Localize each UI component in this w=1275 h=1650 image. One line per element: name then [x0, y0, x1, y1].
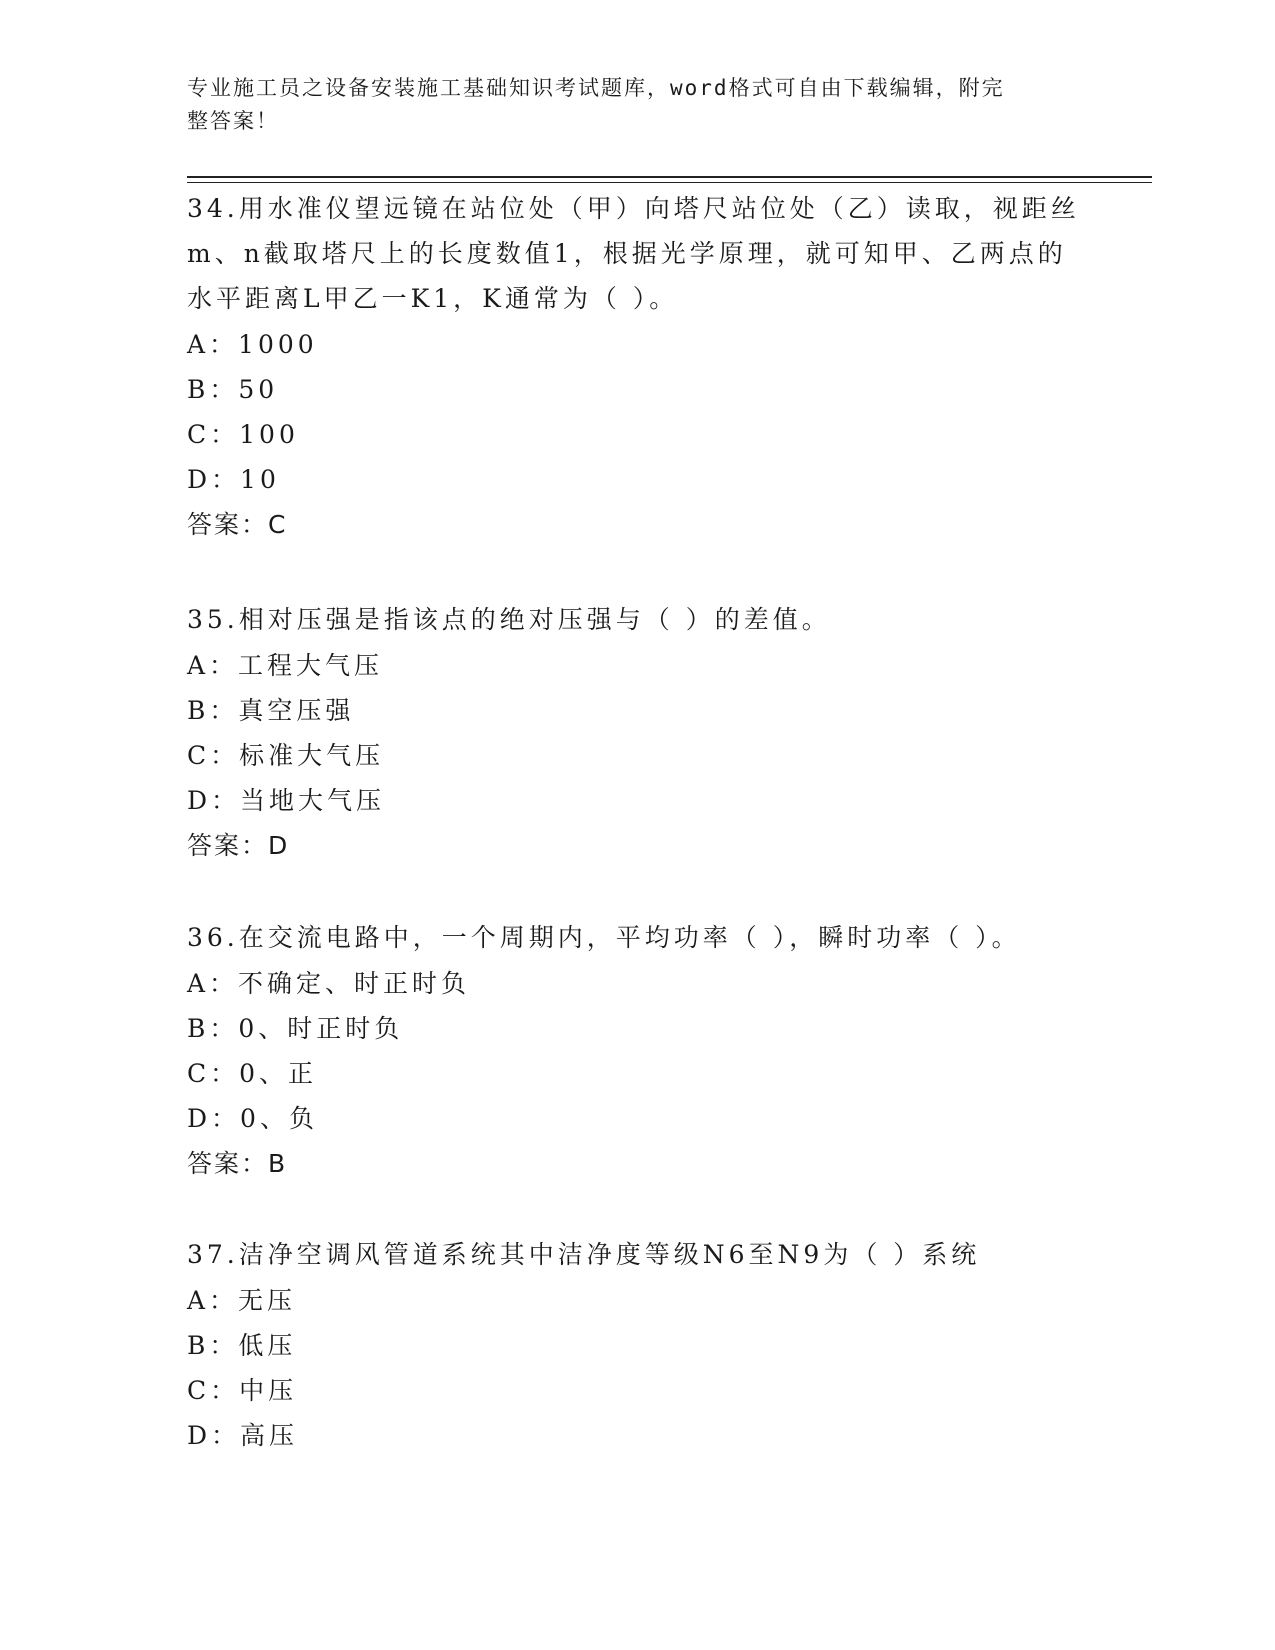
option-c: C：标准大气压 — [187, 741, 385, 770]
option-d: D：0、负 — [187, 1104, 318, 1133]
document-header — [187, 72, 1067, 138]
header-divider-thin — [187, 182, 1152, 183]
question-stem — [187, 1232, 1087, 1277]
option-d: D：10 — [187, 465, 280, 494]
option-d: D：高压 — [187, 1421, 299, 1450]
option-c: C：中压 — [187, 1376, 298, 1405]
answer: 答案：D — [187, 831, 290, 860]
question-stem — [187, 186, 1087, 321]
header-line-2: 整答案！ — [187, 109, 279, 133]
option-a: A：不确定、时正时负 — [187, 969, 471, 998]
stem-line: 36.在交流电路中，一个周期内，平均功率（ ），瞬时功率（ ）。 — [187, 923, 1021, 952]
answer: 答案：B — [187, 1149, 288, 1178]
header-divider-thick — [187, 176, 1152, 178]
stem-line: 水平距离L甲乙一K1，K通常为（ ）。 — [187, 284, 679, 313]
option-d: D：当地大气压 — [187, 786, 386, 815]
option-b: B：50 — [187, 375, 279, 404]
question-stem — [187, 915, 1087, 960]
option-a: A：无压 — [187, 1286, 297, 1315]
question-34 — [187, 186, 1087, 547]
question-35 — [187, 597, 1087, 868]
option-b: B：低压 — [187, 1331, 297, 1360]
stem-line: m、n截取塔尺上的长度数值1，根据光学原理，就可知甲、乙两点的 — [187, 239, 1067, 268]
stem-line: 35.相对压强是指该点的绝对压强与（ ）的差值。 — [187, 605, 831, 634]
question-stem — [187, 597, 1087, 642]
option-a: A：1000 — [187, 330, 318, 359]
option-c: C：0、正 — [187, 1059, 318, 1088]
option-b: B：真空压强 — [187, 696, 355, 725]
option-c: C：100 — [187, 420, 299, 449]
answer: 答案：C — [187, 510, 288, 539]
question-37 — [187, 1232, 1087, 1458]
question-36 — [187, 915, 1087, 1186]
header-line-1: 专业施工员之设备安装施工基础知识考试题库，word格式可自由下载编辑，附完 — [187, 76, 1005, 100]
option-b: B：0、时正时负 — [187, 1014, 404, 1043]
option-a: A：工程大气压 — [187, 651, 384, 680]
stem-line: 34.用水准仪望远镜在站位处（甲）向塔尺站位处（乙）读取，视距丝 — [187, 194, 1080, 223]
stem-line: 37.洁净空调风管道系统其中洁净度等级N6至N9为（ ）系统 — [187, 1240, 981, 1269]
